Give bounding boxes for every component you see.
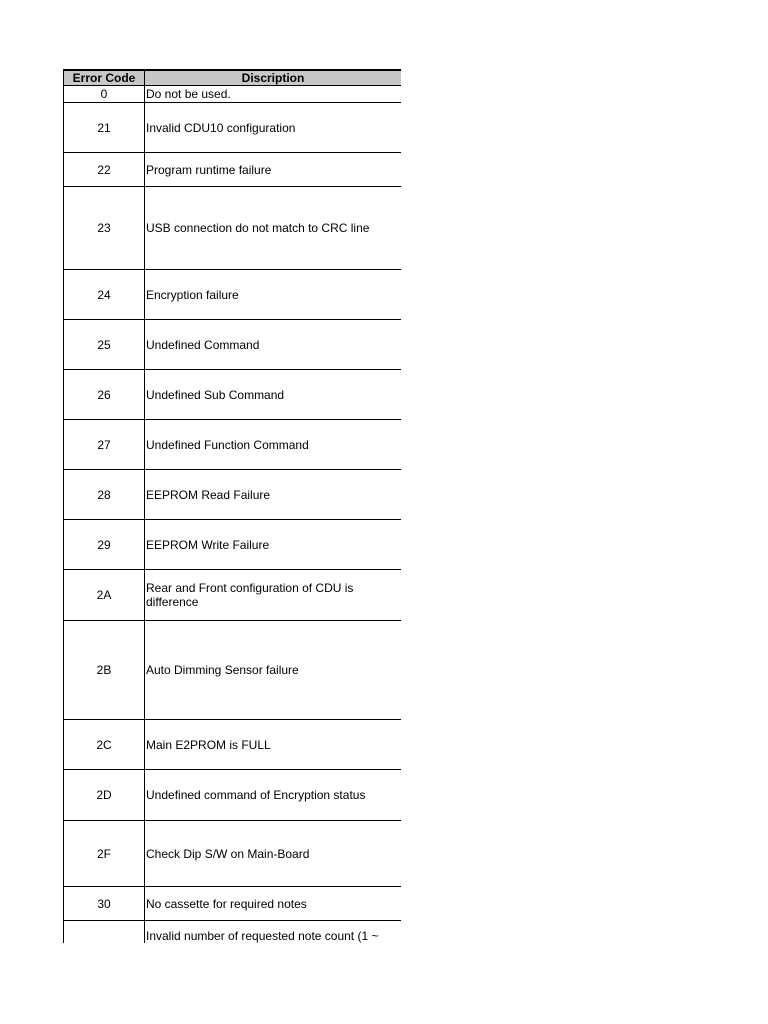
description-cell: EEPROM Read Failure	[145, 470, 402, 520]
error-code-cell: 21	[64, 103, 145, 153]
description-cell: Undefined Function Command	[145, 420, 402, 470]
error-code-cell: 24	[64, 270, 145, 320]
table-row	[64, 570, 402, 621]
description-cell: Program runtime failure	[145, 153, 402, 187]
error-code-cell: 0	[64, 86, 145, 103]
description-cell: Auto Dimming Sensor failure	[145, 621, 402, 720]
table-row	[64, 86, 402, 103]
description-cell: Undefined Command	[145, 320, 402, 370]
table-row	[64, 921, 402, 944]
description-cell: Undefined command of Encryption status	[145, 770, 402, 821]
error-code-cell: 2D	[64, 770, 145, 821]
error-code-cell: 27	[64, 420, 145, 470]
error-code-table	[63, 69, 401, 943]
table-row	[64, 320, 402, 370]
error-code-cell: 2B	[64, 621, 145, 720]
table-row	[64, 270, 402, 320]
table-header-row	[64, 70, 402, 86]
table-row	[64, 770, 402, 821]
description-cell: No cassette for required notes	[145, 887, 402, 921]
error-code-cell: 25	[64, 320, 145, 370]
description-cell: Invalid number of requested note count (1 ~	[145, 921, 402, 944]
description-header: Discription	[145, 70, 402, 86]
error-code-cell: 2F	[64, 821, 145, 887]
error-code-cell: 26	[64, 370, 145, 420]
description-cell: Main E2PROM is FULL	[145, 720, 402, 770]
spreadsheet-page	[63, 69, 401, 943]
error-code-cell: 23	[64, 187, 145, 270]
description-cell: Encryption failure	[145, 270, 402, 320]
table-row	[64, 887, 402, 921]
error-code-cell	[64, 921, 145, 944]
table-row	[64, 520, 402, 570]
table-row	[64, 187, 402, 270]
error-code-cell: 29	[64, 520, 145, 570]
table-row	[64, 821, 402, 887]
table-row	[64, 420, 402, 470]
table-row	[64, 153, 402, 187]
error-code-cell: 30	[64, 887, 145, 921]
description-cell: Undefined Sub Command	[145, 370, 402, 420]
error-code-cell: 2A	[64, 570, 145, 621]
description-cell: Do not be used.	[145, 86, 402, 103]
error-code-cell: 28	[64, 470, 145, 520]
table-row	[64, 103, 402, 153]
error-code-cell: 2C	[64, 720, 145, 770]
table-row	[64, 720, 402, 770]
description-cell: Invalid CDU10 configuration	[145, 103, 402, 153]
description-cell: USB connection do not match to CRC line	[145, 187, 402, 270]
table-row	[64, 370, 402, 420]
error-code-cell: 22	[64, 153, 145, 187]
description-cell: Rear and Front configuration of CDU is difference	[145, 570, 402, 621]
description-cell: Check Dip S/W on Main-Board	[145, 821, 402, 887]
description-cell: EEPROM Write Failure	[145, 520, 402, 570]
error-code-header: Error Code	[64, 70, 145, 86]
table-row	[64, 621, 402, 720]
table-row	[64, 470, 402, 520]
